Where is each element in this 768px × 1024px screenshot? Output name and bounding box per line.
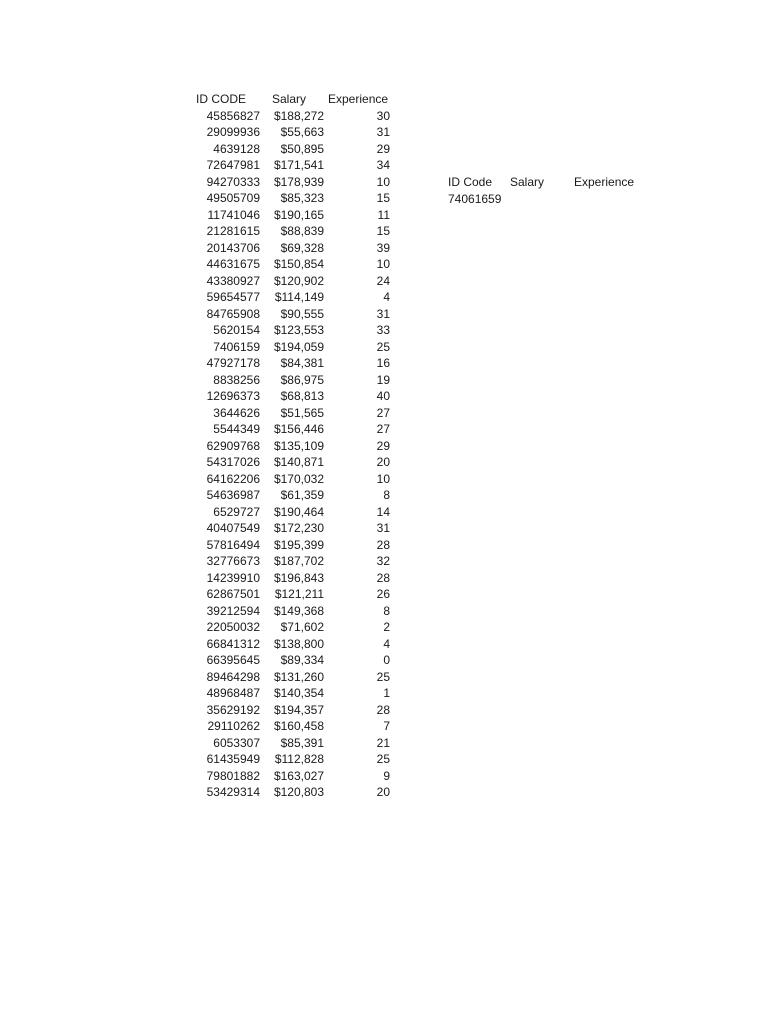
experience-cell: 33 [376, 323, 390, 337]
table-row [194, 504, 390, 521]
table-row [194, 520, 390, 537]
salary-cell: $194,357 [273, 702, 324, 717]
salary-cell: $85,391 [280, 735, 324, 750]
table-row [194, 339, 390, 356]
table-row [194, 619, 390, 636]
experience-cell: 14 [376, 504, 390, 519]
id-code-cell: 66395645 [206, 653, 260, 667]
table-row [194, 289, 390, 306]
table-row [194, 685, 390, 702]
salary-cell: $171,541 [273, 158, 324, 172]
salary-cell: $51,565 [280, 405, 324, 420]
id-code-cell: 29099936 [206, 125, 260, 139]
salary-cell: $178,939 [273, 174, 324, 189]
experience-cell: 29 [376, 141, 390, 156]
salary-cell: $85,323 [280, 191, 324, 205]
experience-cell: 31 [376, 306, 390, 321]
table-row [194, 124, 390, 141]
table-row [194, 487, 390, 504]
experience-cell: 15 [376, 191, 390, 205]
id-code-cell: 8838256 [213, 372, 260, 387]
salary-cell: $195,399 [273, 537, 324, 552]
table-row [194, 768, 390, 785]
salary-cell: $131,260 [273, 669, 324, 684]
experience-cell: 31 [376, 521, 390, 535]
id-code-cell: 72647981 [206, 158, 260, 172]
salary-cell: $120,902 [273, 273, 324, 288]
experience-cell: 31 [376, 125, 390, 139]
experience-cell: 16 [376, 356, 390, 370]
id-code-cell: 29110262 [207, 719, 260, 733]
id-code-cell: 62867501 [206, 587, 260, 601]
salary-cell: $86,975 [280, 372, 324, 387]
id-code-cell: 4639128 [213, 141, 260, 156]
salary-cell: $68,813 [280, 389, 324, 403]
salary-cell: $88,839 [280, 224, 324, 238]
table-row [194, 735, 390, 752]
table-row [194, 190, 390, 207]
id-code-cell: 11741046 [207, 207, 260, 222]
id-code-cell: 66841312 [206, 636, 260, 651]
experience-cell: 19 [376, 372, 390, 387]
table-row [194, 388, 390, 405]
table-row [194, 273, 390, 290]
id-code-cell: 64162206 [206, 471, 260, 486]
id-code-cell: 48968487 [206, 686, 260, 700]
salary-cell: $188,272 [273, 108, 324, 123]
experience-cell: 10 [376, 257, 390, 271]
salary-cell: $121,211 [274, 587, 324, 601]
experience-cell: 28 [376, 570, 390, 585]
id-code-cell: 14239910 [206, 570, 260, 585]
table-row [194, 751, 390, 768]
id-code-cell: 22050032 [206, 620, 260, 634]
salary-cell: $50,895 [280, 141, 324, 156]
table-row [194, 438, 390, 455]
salary-cell: $170,032 [273, 471, 324, 486]
table-row [194, 421, 390, 438]
table-row [194, 207, 390, 224]
lookup-header-experience: Experience [574, 175, 635, 189]
experience-cell: 27 [376, 405, 390, 420]
experience-cell: 20 [376, 455, 390, 469]
table-header-row [194, 91, 390, 108]
table-row [194, 537, 390, 554]
salary-cell: $84,381 [280, 356, 324, 370]
id-code-cell: 45856827 [206, 108, 260, 123]
id-code-cell: 49505709 [206, 191, 260, 205]
id-code-cell: 39212594 [206, 603, 260, 618]
id-code-cell: 89464298 [206, 669, 260, 684]
experience-cell: 39 [376, 240, 390, 255]
salary-cell: $61,359 [280, 488, 324, 502]
id-code-cell: 43380927 [206, 273, 260, 288]
experience-cell: 8 [383, 603, 390, 618]
table-row [194, 586, 390, 603]
salary-cell: $190,464 [273, 504, 324, 519]
lookup-section [448, 174, 634, 207]
experience-cell: 4 [383, 290, 390, 304]
experience-cell: 32 [376, 554, 390, 568]
table-row [194, 322, 390, 339]
table-row [194, 718, 390, 735]
id-code-cell: 5620154 [213, 323, 260, 337]
id-code-cell: 44631675 [206, 257, 260, 271]
salary-cell: $71,602 [280, 620, 324, 634]
table-row [194, 471, 390, 488]
salary-cell: $135,109 [273, 438, 324, 453]
table-row [194, 223, 390, 240]
salary-cell: $114,149 [274, 290, 324, 304]
header-experience: Experience [328, 92, 389, 106]
experience-cell: 20 [376, 785, 390, 799]
id-code-cell: 54636987 [206, 488, 260, 502]
id-code-cell: 62909768 [206, 438, 260, 453]
table-row [194, 174, 390, 191]
salary-cell: $163,027 [273, 768, 324, 783]
table-row [194, 784, 390, 801]
salary-cell: $156,446 [273, 422, 324, 436]
id-code-cell: 35629192 [206, 702, 260, 717]
id-code-cell: 53429314 [206, 785, 260, 799]
lookup-header-row [448, 174, 634, 191]
experience-cell: 28 [376, 537, 390, 552]
id-code-cell: 21281615 [206, 224, 260, 238]
experience-cell: 30 [376, 108, 390, 123]
salary-cell: $55,663 [280, 125, 324, 139]
experience-cell: 0 [383, 653, 390, 667]
table-row [194, 702, 390, 719]
id-code-cell: 84765908 [206, 306, 260, 321]
id-code-cell: 7406159 [213, 339, 260, 354]
table-row [194, 454, 390, 471]
lookup-value-row [448, 191, 634, 208]
experience-cell: 10 [376, 471, 390, 486]
id-code-cell: 94270333 [206, 174, 260, 189]
id-code-cell: 79801882 [206, 768, 260, 783]
experience-cell: 2 [383, 620, 390, 634]
experience-cell: 9 [383, 768, 390, 783]
salary-cell: $172,230 [273, 521, 324, 535]
id-code-cell: 6529727 [213, 504, 260, 519]
experience-cell: 15 [376, 224, 390, 238]
id-code-cell: 47927178 [206, 356, 260, 370]
table-row [194, 652, 390, 669]
table-row [194, 405, 390, 422]
id-code-cell: 20143706 [206, 240, 260, 255]
table-row [194, 355, 390, 372]
lookup-header-id-code: ID Code [448, 175, 493, 189]
experience-cell: 40 [376, 389, 390, 403]
id-code-cell: 6053307 [213, 735, 260, 750]
salary-cell: $112,828 [274, 752, 324, 766]
id-code-cell: 32776673 [206, 554, 260, 568]
salary-cell: $90,555 [280, 306, 324, 321]
experience-cell: 34 [376, 158, 390, 172]
experience-cell: 29 [376, 438, 390, 453]
salary-cell: $194,059 [273, 339, 324, 354]
salary-cell: $120,803 [273, 785, 324, 799]
id-code-cell: 40407549 [206, 521, 260, 535]
salary-cell: $69,328 [280, 240, 324, 255]
experience-cell: 10 [376, 174, 390, 189]
table-row [194, 256, 390, 273]
experience-cell: 1 [383, 686, 390, 700]
experience-cell: 4 [383, 636, 390, 651]
salary-cell: $89,334 [280, 653, 324, 667]
experience-cell: 24 [376, 273, 390, 288]
id-code-cell: 5544349 [213, 422, 260, 436]
salary-table [194, 91, 390, 801]
table-row [194, 157, 390, 174]
salary-cell: $123,553 [273, 323, 324, 337]
id-code-cell: 57816494 [206, 537, 260, 552]
salary-cell: $150,854 [273, 257, 324, 271]
table-row [194, 306, 390, 323]
experience-cell: 7 [383, 719, 390, 733]
experience-cell: 25 [376, 339, 390, 354]
table-row [194, 372, 390, 389]
table-row [194, 108, 390, 125]
experience-cell: 8 [383, 488, 390, 502]
salary-cell: $160,458 [273, 719, 324, 733]
experience-cell: 21 [376, 735, 390, 750]
salary-cell: $149,368 [273, 603, 324, 618]
experience-cell: 11 [377, 207, 390, 222]
table-row [194, 669, 390, 686]
id-code-cell: 61435949 [206, 752, 260, 766]
experience-cell: 28 [376, 702, 390, 717]
table-row [194, 141, 390, 158]
table-row [194, 603, 390, 620]
table-row [194, 240, 390, 257]
salary-cell: $138,800 [273, 636, 324, 651]
table-row [194, 553, 390, 570]
id-code-cell: 59654577 [206, 290, 260, 304]
table-row [194, 636, 390, 653]
experience-cell: 27 [376, 422, 390, 436]
experience-cell: 26 [376, 587, 390, 601]
header-id-code: ID CODE [196, 92, 247, 106]
salary-cell: $190,165 [273, 207, 324, 222]
lookup-header-salary: Salary [510, 175, 545, 189]
experience-cell: 25 [376, 669, 390, 684]
salary-cell: $140,354 [273, 686, 324, 700]
id-code-cell: 54317026 [206, 455, 260, 469]
salary-cell: $196,843 [273, 570, 324, 585]
id-code-cell: 12696373 [206, 389, 260, 403]
id-code-cell: 3644626 [213, 405, 260, 420]
experience-cell: 25 [376, 752, 390, 766]
table-body [194, 108, 390, 801]
salary-cell: $187,702 [273, 554, 324, 568]
header-salary: Salary [272, 92, 307, 106]
lookup-id-value: 74061659 [448, 191, 502, 206]
salary-cell: $140,871 [273, 455, 324, 469]
table-row [194, 570, 390, 587]
